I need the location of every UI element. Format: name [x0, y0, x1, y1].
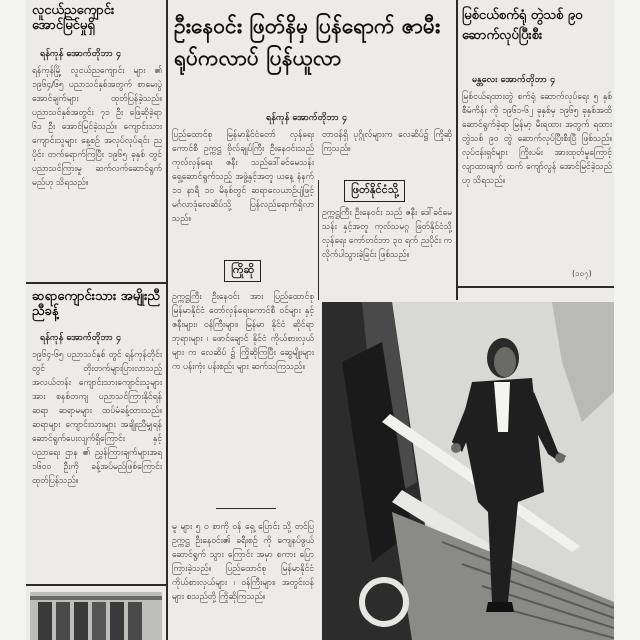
left-mid-byline: ရန်ကုန် အောက်တိုဘာ ၄ [40, 333, 122, 343]
center-headline: ဦးနေဝင်း ဖြတ်နိမှ ပြန်ရောက် ဇာမီး ရုပ်ကလာပ် ပြန်ယူလာ [174, 14, 441, 70]
left-top-headline: လူငယ်ညကျောင်း အောင်မြင်မှုရှိ [32, 3, 115, 33]
column-rule [166, 0, 168, 640]
center-body-bottom: မူ များ ၅ ဝ စာကို ဝန် ရှေ့ ပြောင်း သို့ တင်ပြ ဥက္ကဋ္ဌ ဦးနေဝင်း၏ ခရီးစဉ် ကို ကျေနပ်ဖွယ် ဆောင်ရွက် သွား ကြောင်း အမှာ စကား ပြောကြားခဲ့သည်။ ပြည်ထောင်စု မြန်မာနိုင်ငံ ကိုယ်စားလှယ်များ ၊ ဝန်ကြီးများ၊ အတွင်းဝန်များ စသည်တို့ ကြိုဆိုကြသည်။ [172, 522, 314, 602]
left-top-body: ရန်ကုန်မြို့ လူငယ်ညကျောင်း များ ၏ ၁၉၆၄/၆၅ ပညာသင်နှစ်အတွက် စာမေးပွဲ အောင်ချက်များ ထုတ်ပြန်ခဲ့သည်။ ပညာသင်နှစ်အတွင်း ၇၁ ဦး ဖြေဆိုခဲ့ရာ ၆၁ ဦး အောင်မြင်ခဲ့သည်။ ကျောင်းသား ကျောင်းသူများ နေ့စဉ် အလုပ်လုပ်ရင်း ညပိုင်း တက်ရောက်ကြပြီး ၁၉၆၅ ခုနှစ် တွင် ပညာသင်ကြားမှု ဆက်လက်ဆောင်ရွက်မည်ဟု သိရသည်။ [32, 66, 162, 188]
section-divider [456, 286, 614, 288]
section-divider [26, 282, 166, 284]
column-rule [318, 180, 319, 300]
center-subhead-welcome: ကြိုဆို [224, 260, 261, 282]
center-body-col2: တာဝန်ရှိ ပုဂ္ဂိုလ်များက လေဆိပ်၌ ကြိုဆိုကြသည်။ [322, 130, 452, 154]
center-body-col1: ပြည်ထောင်စု မြန်မာနိုင်ငံတော် လှန်ရေးကောင်စီ ဥက္ကဋ္ဌ ဗိုလ်ချုပ်ကြီး ဦးနေဝင်းသည် ကုလ်လှန်ရေး ဇနီး သည်ဒေါ်ခင်မေသန်း ရှေ့ဆောင်ရွက်သည့် အဖွဲ့နှင့်အတူ ယနေ့ နံနက် ၁၁ နာရီ ၁၀ မိနစ်တွင် ဆရာလေယာဉ်ပျံဖြင့် မင်္ဂလာဒုံလေဆိပ်သို့ ပြန်လည်ရောက်ရှိလာသည်။ [172, 130, 314, 224]
column-rule [456, 0, 458, 300]
newspaper-page [26, 0, 614, 640]
right-top-byline: မန္တလေး အောက်တိုဘာ ၄ [472, 75, 556, 85]
left-mid-headline: ဆရာကျောင်းသား အမျိုးညီညီခန့် [32, 289, 160, 319]
center-subhead-destination: ဖြတ်နိုင်ငံသို့ [344, 180, 405, 202]
right-top-headline: မြစ်ငယ်စက်ရုံ တွဲသစ် ၉၀ ဆောက်လုပ်ပြီးစီး [462, 8, 583, 43]
building-photo [30, 592, 162, 640]
center-body-col2b: ဥက္ကဋ္ဌကြီး ဦးနေဝင်း သည် ဇနီး ဒေါ်ခင်မေသန်း နှင့်အတူ ကုလ်သမဂ္ဂ ဖြတ်နိုင်ငံသို့ လှန်ရေး ကော်တင်ဘာ ၃၀ ရက် ညပိုင်း ကလိုက်ပါသွားခဲ့ခြင်း ဖြစ်သည်။ [322, 208, 452, 260]
right-top-footer: (၁၀၇) [572, 269, 592, 278]
center-byline: ရန်ကုန် အောက်တိုဘာ ၄ [266, 113, 348, 123]
man-descending-airplane-photo [322, 302, 614, 640]
left-mid-body: ၁၉၆၄-၆၅ ပညာသင်နှစ် တွင် ရန်ကုန်တိုင်းတွင် တိုးတက်များပြားလာသည့် အလယ်တန်း ကျောင်းသားကျောင်းသူများအား စနစ်တကျ ပညာသင်ကြားနိုင်ရန် ဆရာ ဆရာမများ ထပ်မံခန့်ထားသည်။ ဆရာများ ကျောင်းသားများ အချိုးညီမျှရန် ဆောင်ရွက်ပေးလျက်ရှိကြောင်း နှင့် ပညာရေး ဌာန ၏ ညွှန်ကြားချက်များအရ ၁၆၀၀ ဦးကို ခန့်အပ်မည်ဖြစ်ကြောင်း ထုတ်ပြန်သည်။ [32, 350, 162, 486]
center-divider [216, 508, 276, 509]
center-body-col1b: ဥက္ကဋ္ဌကြီး ဦးနေဝင်း အား ပြည်ထောင်စု မြန်မာနိုင်ငံ တော်လှန်ရေးကောင်စီ ဝင်များ နှင့် ဇနီးများ၊ ဝန်ကြီးများ၊ မြန်မာ နိုင်ငံ ဆိုင်ရာ ဘုရားများ ၊ ဖောင်ချောင် နိုင်ငံ ကိုယ်စားလှယ် များ က လေဆိပ် ၌ ကြိုဆိုကြပြီး ဆွေမျိုးများ က ပန်းကုံး ပန်းစည်း များ ဆက်သကြသည်။ [172, 292, 314, 372]
section-divider [26, 584, 166, 586]
left-top-byline: ရန်ကုန် အောက်တိုဘာ ၄ [40, 49, 122, 59]
right-top-body: မြစ်ငယ်ရထားတွဲ စက်ရုံ ဆောက်လုပ်ရေး ၅ နှစ် စီမံကိန်း ကို ၁၉၆၁-၆၂ ခုနှစ်မှ ၁၉၆၅ ခုနှစ်အထိ ဆောင်ရွက်ခဲ့ရာ မြန်မာ့ မီးရထား အတွက် ရထားတွဲသစ် ၉၀ တွဲ ဆောက်လုပ်ပြီးစီးပြီ ဖြစ်သည်။ လုပ်ငန်းရှင်များ ကြိုးပမ်း အားထုတ်မှုကြောင့် လျာထားချက် ထက် ကျော်လွန် အောင်မြင်ခဲ့သည်ဟု သိရသည်။ [462, 92, 612, 186]
